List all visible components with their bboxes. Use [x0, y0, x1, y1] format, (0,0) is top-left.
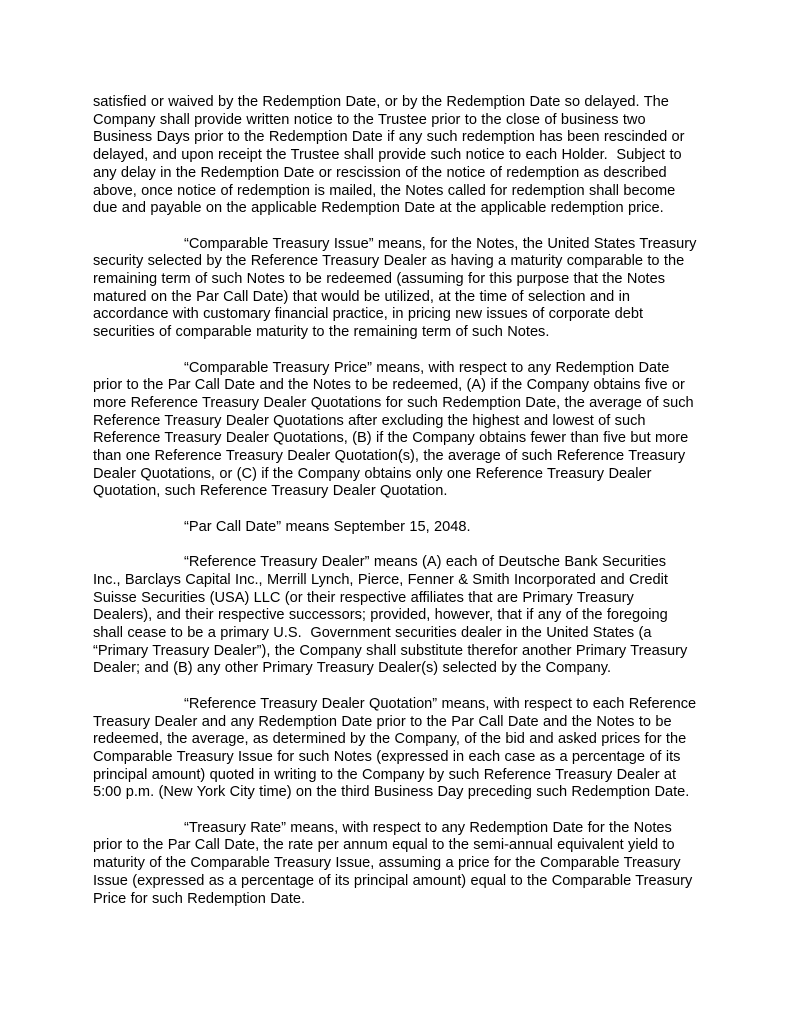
paragraph-reference-treasury-dealer-quotation-definition: “Reference Treasury Dealer Quotation” means, with respect to each Reference Treasury Dealer and any Redemption Date prior to the Par Call Date and the Notes to be redeemed, the average, as determined by the Company, of the bid and asked prices for the Comparable Treasury Issue for such Notes (expressed in each case as a percentage of its principal amount) quoted in writing to the Company by such Reference Treasury Dealer at 5:00 p.m. (New York City time) on the third Business Day preceding such Redemption Date.: [93, 695, 701, 801]
paragraph-comparable-treasury-price-definition: “Comparable Treasury Price” means, with respect to any Redemption Date prior to the Par Call Date and the Notes to be redeemed, (A) if the Company obtains five or more Reference Treasury Dealer Quotations for such Redemption Date, the average of such Reference Treasury Dealer Quotations after excluding the highest and lowest of such Reference Treasury Dealer Quotations, (B) if the Company obtains fewer than five but more than one Reference Treasury Dealer Quotation(s), the average of such Reference Treasury Dealer Quotations, or (C) if the Company obtains only one Reference Treasury Dealer Quotation, such Reference Treasury Dealer Quotation.: [93, 359, 698, 500]
paragraph-comparable-treasury-issue-definition: “Comparable Treasury Issue” means, for the Notes, the United States Treasury security selected by the Reference Treasury Dealer as having a maturity comparable to the remaining term of such Notes to be redeemed (assuming for this purpose that the Notes matured on the Par Call Date) that would be utilized, at the time of selection and in accordance with customary financial practice, in pricing new issues of corporate debt securities of comparable maturity to the remaining term of such Notes.: [93, 235, 701, 341]
paragraph-reference-treasury-dealer-definition: “Reference Treasury Dealer” means (A) each of Deutsche Bank Securities Inc., Barclays Capital Inc., Merrill Lynch, Pierce, Fenner & Smith Incorporated and Credit Suisse Securities (USA) LLC (or their respective affiliates that are Primary Treasury Dealers), and their respective successors; provided, however, that if any of the foregoing shall cease to be a primary U.S. Government securities dealer in the United States (a “Primary Treasury Dealer”), the Company shall substitute therefor another Primary Treasury Dealer; and (B) any other Primary Treasury Dealer(s) selected by the Company.: [93, 554, 692, 677]
paragraph-treasury-rate-definition: “Treasury Rate” means, with respect to any Redemption Date for the Notes prior to the Par Call Date, the rate per annum equal to the semi-annual equivalent yield to maturity of the Comparable Treasury Issue, assuming a price for the Comparable Treasury Issue (expressed as a percentage of its principal amount) equal to the Comparable Treasury Price for such Redemption Date.: [93, 819, 697, 907]
paragraph-redemption-notice: satisfied or waived by the Redemption Date, or by the Redemption Date so delayed. The Company shall provide written notice to the Trustee prior to the close of business two Business Days prior to the Redemption Date if any such redemption has been rescinded or delayed, and upon receipt the Trustee shall provide such notice to each Holder. Subject to any delay in the Redemption Date or rescission of the notice of redemption as described above, once notice of redemption is mailed, the Notes called for redemption shall become due and payable on the applicable Redemption Date at the applicable redemption price.: [93, 94, 689, 217]
paragraph-par-call-date-definition: “Par Call Date” means September 15, 2048.: [184, 518, 471, 535]
